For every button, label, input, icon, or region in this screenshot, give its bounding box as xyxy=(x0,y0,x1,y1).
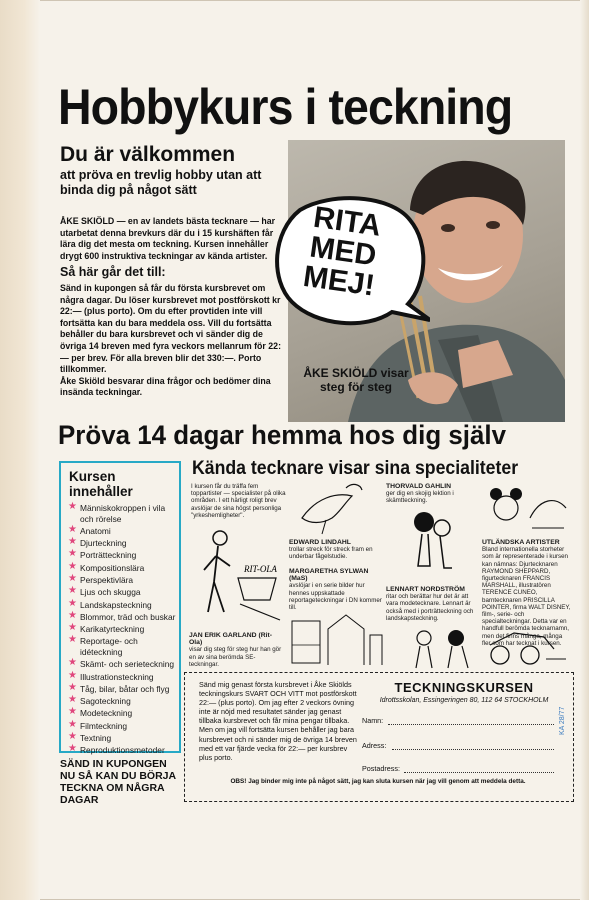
gahlin-block xyxy=(386,483,478,505)
page-spine xyxy=(0,0,40,900)
list-item: ★ Blommor, träd och buskar xyxy=(68,609,176,622)
star-icon: ★ xyxy=(68,609,77,621)
how-it-works-paragraph: Sänd in kupongen så får du första kursbrevet om några dagar. Du löser kursbrevet mot postförskott kr 22:— (plus porto). Om du efter provtiden inte vill fortsätta kan du bara meddela oss. Vill du fortsätta behåller du bara kursbrevet och vi sänder dig de övriga 14 breven med fyra veckors mellanrum för 22:— per brev. För alla breven blir det 330:—. Porto tillkommer. Åke Skiöld besvarar dina frågor och bedömer dina insända teckningar. xyxy=(60,283,281,398)
list-item: ★ Filmteckning xyxy=(68,718,128,731)
list-item: ★ Djurteckning xyxy=(68,536,127,549)
photo-caption: ÅKE SKIÖLD visar steg för steg xyxy=(303,366,409,394)
star-icon: ★ xyxy=(68,548,77,560)
how-it-works-heading: Så här går det till: xyxy=(60,265,166,279)
garland-text: visar dig steg för steg hur han gör en av sina berömda SE-teckningar. xyxy=(189,646,282,668)
speech-bubble-text: RITA MED MEJ! xyxy=(301,200,384,303)
course-contents-box xyxy=(59,461,181,756)
nordstrom-text: ritar och berättar hur det är att vara modetecknare. Lennart är också med i porträtteckning och landskapsteckning. xyxy=(386,593,474,622)
coupon-footer: OBS! Jag binder mig inte på något sätt, jag kan sluta kursen när jag vill genom att meddela detta. xyxy=(230,778,526,785)
star-icon: ★ xyxy=(68,585,77,597)
bird-sketch xyxy=(296,478,368,536)
postal-label: Postadress: xyxy=(362,764,400,773)
star-icon: ★ xyxy=(68,657,77,669)
list-item: ★ Skämt- och serieteckning xyxy=(68,657,175,670)
star-icon: ★ xyxy=(68,730,77,742)
name-label: Namn: xyxy=(362,716,384,725)
address-field[interactable] xyxy=(392,749,554,750)
vehicle-sketch xyxy=(484,615,570,669)
specialty-heading: Kända tecknare visar sina specialiteter xyxy=(192,458,519,479)
foreign-artists-name: UTLÄNDSKA ARTISTER xyxy=(482,539,560,546)
page-edge xyxy=(580,0,589,900)
cartoon-sketch xyxy=(404,506,460,586)
nordstrom-block xyxy=(386,586,478,622)
ritola-signature: RIT-OLA xyxy=(244,564,277,574)
fashion-sketch xyxy=(410,626,480,670)
star-icon: ★ xyxy=(68,669,77,681)
list-item: ★ Modeteckning xyxy=(68,706,133,719)
star-icon: ★ xyxy=(68,560,77,572)
nordstrom-name: LENNART NORDSTRÖM xyxy=(386,586,465,593)
list-item: ★ Reportage- och idéteckning xyxy=(68,634,138,657)
trial-banner: Pröva 14 dagar hemma hos dig själv xyxy=(58,420,507,450)
list-item: ★ Ljus och skugga xyxy=(68,585,141,598)
star-icon: ★ xyxy=(68,523,77,535)
list-item: ★ Kompositionslära xyxy=(68,560,145,573)
lindahl-name: EDWARD LINDAHL xyxy=(289,539,351,546)
coupon-text: Sänd mig genast första kursbrevet i Åke Skiölds teckningskurs SVART OCH VITT mot postförskott 22:— (plus porto). Om jag efter 2 veckors övning inte är nöjd med resultatet sänder jag genast tillbaka kursbrevet och får mina pengar tillbaka. Men om jag vill fortsätta kursen behåller jag bara kursbrevet och ni sänder mig de övriga 14 breven med ett var fjärde vecka för 22:— per kursbrev plus porto. xyxy=(199,680,357,762)
garland-name: JAN ERIK GARLAND (Rit-Ola) xyxy=(189,632,273,647)
intro-paragraph: ÅKE SKIÖLD — en av landets bästa tecknare — har utarbetat denna brevkurs där du i 15 kurshäften får lära dig det mesta om teckning. Kursen innehåller drygt 600 instruktiva teckningar av kända artister. xyxy=(60,216,276,261)
list-item: ★ Sagoteckning xyxy=(68,694,131,707)
list-item: ★ Människokroppen i vila och rörelse xyxy=(68,501,166,524)
send-coupon-note: SÄND IN KUPONGEN NU SÅ KAN DU BÖRJA TECKNA OM NÅGRA DAGAR xyxy=(60,758,176,806)
list-item: ★ Textning xyxy=(68,730,112,743)
list-item: ★ Reproduktionsmetoder xyxy=(68,743,165,756)
artists-intro: I kursen får du träffa fem toppartister — specialister på olika områden. I ett härligt roligt brev avslöjar de sina högst personliga "yrkeshemligheter". xyxy=(191,483,286,519)
reportage-sketch xyxy=(288,605,384,667)
star-icon: ★ xyxy=(68,597,77,609)
lindahl-block xyxy=(289,539,385,561)
star-icon: ★ xyxy=(68,501,77,512)
garland-block xyxy=(189,632,285,668)
star-icon: ★ xyxy=(68,573,77,584)
lindahl-text: trollar streck för streck fram en underbar fågelstudie. xyxy=(289,546,373,561)
name-field[interactable] xyxy=(388,724,554,725)
gahlin-text: ger dig en skojig lektion i skämtteckning. xyxy=(386,490,454,505)
disney-sketch xyxy=(484,478,570,536)
star-icon: ★ xyxy=(68,622,77,634)
course-contents-list xyxy=(65,503,177,758)
foreign-artists-text: Bland internationella storheter som är representerade i kursen kan nämnas: Djurtecknaren RAYMOND SHEPPARD, figurtecknaren FRANCIS MARSHALL, illustratören TERENCE CUNEO, barntecknaren PRISCILLA POINTER, firma WALT DISNEY, film-, serie- och specialteckningar. Detta var en handfull berömda tecknarnamn, men det finns många, många fler som har tecknat i kursen. xyxy=(482,546,571,647)
welcome-lead: att pröva en trevlig hobby utan att binda dig på något sätt xyxy=(60,168,262,197)
ink-stamp: KA 28/77 xyxy=(559,706,566,735)
sylwan-text: avslöjar i en serie bilder hur hennes uppskattade reportageteckningar i DN kommer till. xyxy=(289,582,382,612)
course-contents-title: Kursen innehåller xyxy=(69,469,133,499)
welcome-heading: Du är välkommen xyxy=(60,143,236,166)
gahlin-name: THORVALD GAHLIN xyxy=(386,483,452,490)
postal-address-field[interactable] xyxy=(404,772,554,773)
list-item: ★ Perspektivlära xyxy=(68,573,134,585)
sylwan-name: MARGARETHA SYLWAN (MaS) xyxy=(289,568,369,583)
list-item: ★ Landskapsteckning xyxy=(68,597,152,610)
star-icon: ★ xyxy=(68,694,77,706)
coupon-heading: TECKNINGSKURSEN xyxy=(394,680,534,695)
list-item: ★ Karikatyrteckning xyxy=(68,622,145,635)
garland-sketch xyxy=(194,520,282,630)
star-icon: ★ xyxy=(68,681,77,693)
star-icon: ★ xyxy=(68,743,77,755)
list-item: ★ Porträtteckning xyxy=(68,548,137,561)
list-item: ★ Tåg, bilar, båtar och flyg xyxy=(68,681,170,694)
list-item: ★ Anatomi xyxy=(68,523,111,536)
list-item: ★ Illustrationsteckning xyxy=(68,669,154,682)
address-label: Adress: xyxy=(362,741,387,750)
star-icon: ★ xyxy=(68,536,77,548)
star-icon: ★ xyxy=(68,634,77,646)
ad-title: Hobbykurs i teckning xyxy=(58,79,513,135)
star-icon: ★ xyxy=(68,718,77,730)
coupon-address: Idrottsskolan, Essingeringen 80, 112 64 STOCKHOLM xyxy=(379,697,549,704)
star-icon: ★ xyxy=(68,706,77,718)
